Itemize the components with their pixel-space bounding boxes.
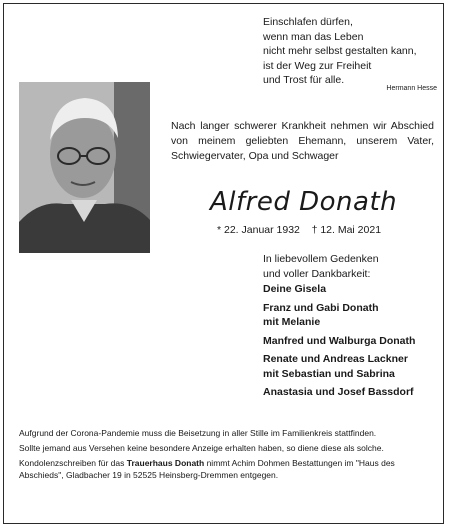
portrait-illustration — [19, 82, 150, 253]
deceased-name: Alfred Donath — [210, 187, 398, 217]
poem-line: nicht mehr selbst gestalten kann, — [263, 45, 417, 57]
remembrance-text — [263, 252, 379, 281]
condolence-prefix: Kondolenzschreiben für das — [19, 458, 127, 468]
poem-line: und Trost für alle. — [263, 74, 345, 86]
mourner-entry: Manfred und Walburga Donath — [263, 334, 416, 347]
poem-line: Einschlafen dürfen, — [263, 16, 353, 28]
condolence-note — [19, 457, 439, 481]
poem-line: wenn man das Leben — [263, 30, 364, 43]
death-date: † 12. Mai 2021 — [311, 224, 382, 236]
remembrance-line: und voller Dankbarkeit: — [263, 267, 371, 280]
life-dates — [217, 224, 381, 236]
mourners-list — [263, 282, 415, 404]
condolence-suffix: nimmt Achim Dohmen Bestattungen im "Haus des Abschieds", Gladbacher 19 in 52525 Heinsberg-Dremmen entgegen. — [19, 458, 395, 480]
footer-notes — [19, 427, 439, 484]
mourner-entry: Anastasia und Josef Bassdorf — [263, 386, 414, 398]
announcement-note: Sollte jemand aus Versehen keine besondere Anzeige erhalten haben, so diene diese als solche. — [19, 443, 384, 453]
poem — [263, 15, 417, 88]
mourner-entry: Renate und Andreas Lackner — [263, 353, 408, 365]
mourner-entry: Franz und Gabi Donath — [263, 301, 379, 314]
birth-date: * 22. Januar 1932 — [217, 224, 300, 236]
mourner-entry: Deine Gisela — [263, 283, 327, 295]
mourner-entry-continuation: mit Melanie — [263, 316, 321, 328]
poem-author: Hermann Hesse — [386, 85, 437, 92]
mourner-entry-continuation: mit Sebastian und Sabrina — [263, 367, 395, 380]
condolence-house: Trauerhaus Donath — [126, 458, 205, 468]
remembrance-line: In liebevollem Gedenken — [263, 253, 379, 265]
announcement-text: Nach langer schwerer Krankheit nehmen wir Abschied von meinem geliebten Ehemann, unserem Vater, Schwiegervater, Opa und Schwager — [171, 120, 434, 162]
corona-note: Aufgrund der Corona-Pandemie muss die Beisetzung in aller Stille im Familienkreis stattfinden. — [19, 428, 377, 438]
poem-line: ist der Weg zur Freiheit — [263, 59, 372, 72]
portrait-photo — [19, 82, 150, 253]
